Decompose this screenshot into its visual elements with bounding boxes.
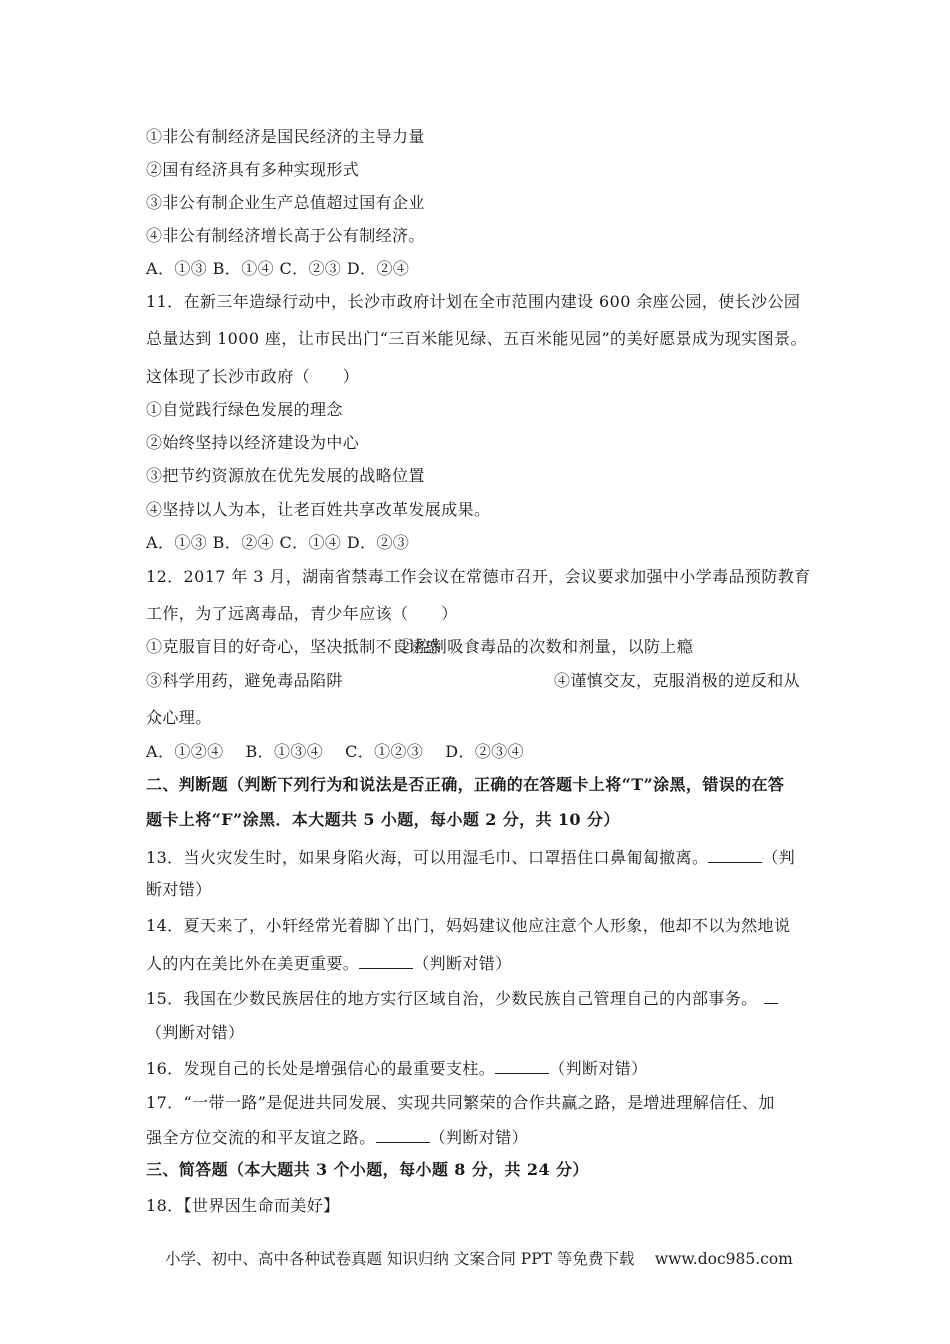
- q11-line-2: 总量达到 1000 座，让市民出门“三百米能见绿、五百米能见园”的美好愿景成为现实图景。: [146, 329, 807, 348]
- q17-text: 强全方位交流的和平友谊之路。: [146, 1128, 376, 1147]
- q14-text: 人的内在美比外在美更重要。: [146, 954, 360, 973]
- q12-option-2: ②控制吸食毒品的次数和剂量，以防上瘾: [398, 637, 694, 656]
- q11-option-3: ③把节约资源放在优先发展的战略位置: [146, 466, 425, 485]
- q14-line-2: [146, 953, 512, 974]
- q16-line-1: [146, 1058, 648, 1079]
- footer-text: 小学、初中、高中各种试卷真题 知识归纳 文案合同 PPT 等免费下载 www.doc985.com: [165, 1250, 793, 1268]
- q12-option-4-cont: 众心理。: [146, 708, 212, 727]
- q10-option-4: ④非公有制经济增长高于公有制经济。: [146, 226, 425, 245]
- answer-blank[interactable]: [376, 1127, 430, 1143]
- q11-answers: A．①③ B．②④ C．①④ D．②③: [146, 533, 410, 552]
- q18-title: 18．【世界因生命而美好】: [146, 1196, 340, 1215]
- q10-option-2: ②国有经济具有多种实现形式: [146, 160, 360, 179]
- q17-tail: （判断对错）: [429, 1128, 529, 1147]
- section3-heading: 三、简答题（本大题共 3 个小题，每小题 8 分，共 24 分）: [146, 1160, 589, 1179]
- q10-option-1: ①非公有制经济是国民经济的主导力量: [146, 127, 425, 146]
- q12-option-4: ④谨慎交友，克服消极的逆反和从: [554, 671, 801, 690]
- q12-answers: A．①②④ B．①③④ C．①②③ D．②③④: [146, 742, 525, 761]
- q10-option-3: ③非公有制企业生产总值超过国有企业: [146, 193, 425, 212]
- answer-blank[interactable]: [359, 953, 413, 969]
- q13-line-1: [146, 847, 795, 868]
- q13-tail: （判: [762, 848, 796, 867]
- answer-blank[interactable]: [495, 1058, 549, 1074]
- q12-line-2: 工作，为了远离毒品，青少年应该（ ）: [146, 604, 458, 623]
- q16-tail: （判断对错）: [549, 1059, 648, 1078]
- q13-text: 13．当火灾发生时，如果身陷火海，可以用湿毛巾、口罩捂住口鼻匍匐撤离。: [146, 848, 709, 867]
- answer-blank[interactable]: [764, 988, 778, 1004]
- q15-line-2: （判断对错）: [146, 1023, 245, 1042]
- q15-line-1: [146, 988, 778, 1009]
- q16-text: 16．发现自己的长处是增强信心的最重要支柱。: [146, 1059, 496, 1078]
- q14-line-1: 14．夏天来了，小轩经常光着脚丫出门，妈妈建议他应注意个人形象，他却不以为然地说: [146, 916, 791, 935]
- section2-heading-line-2: 题卡上将“F”涂黑．本大题共 5 小题，每小题 2 分，共 10 分）: [146, 810, 620, 829]
- section2-heading-line-1: 二、判断题（判断下列行为和说法是否正确，正确的在答题卡上将“T”涂黑，错误的在答: [146, 775, 785, 794]
- q11-option-4: ④坚持以人为本，让老百姓共享改革发展成果。: [146, 500, 491, 519]
- q17-line-1: 17．“一带一路”是促进共同发展、实现共同繁荣的合作共赢之路，是增进理解信任、加: [146, 1093, 775, 1112]
- q11-line-3: 这体现了长沙市政府（ ）: [146, 367, 360, 386]
- q12-line-1: 12．2017 年 3 月，湖南省禁毒工作会议在常德市召开，会议要求加强中小学毒品预防教育: [146, 567, 811, 586]
- q15-text: 15．我国在少数民族居住的地方实行区域自治，少数民族自己管理自己的内部事务。: [146, 989, 758, 1008]
- q12-option-3: ③科学用药，避免毒品陷阱: [146, 671, 343, 690]
- q14-tail: （判断对错）: [413, 954, 512, 973]
- q10-answers: A．①③ B．①④ C．②③ D．②④: [146, 259, 410, 278]
- q12-option-1: ①克服盲目的好奇心，坚决抵制不良诱惑: [146, 637, 442, 656]
- q17-line-2: [146, 1127, 528, 1148]
- q13-line-2: 断对错）: [146, 880, 212, 899]
- q11-line-1: 11．在新三年造绿行动中，长沙市政府计划在全市范围内建设 600 余座公园，使长沙公园: [146, 292, 801, 311]
- q11-option-1: ①自觉践行绿色发展的理念: [146, 400, 343, 419]
- answer-blank[interactable]: [708, 847, 762, 863]
- q11-option-2: ②始终坚持以经济建设为中心: [146, 433, 360, 452]
